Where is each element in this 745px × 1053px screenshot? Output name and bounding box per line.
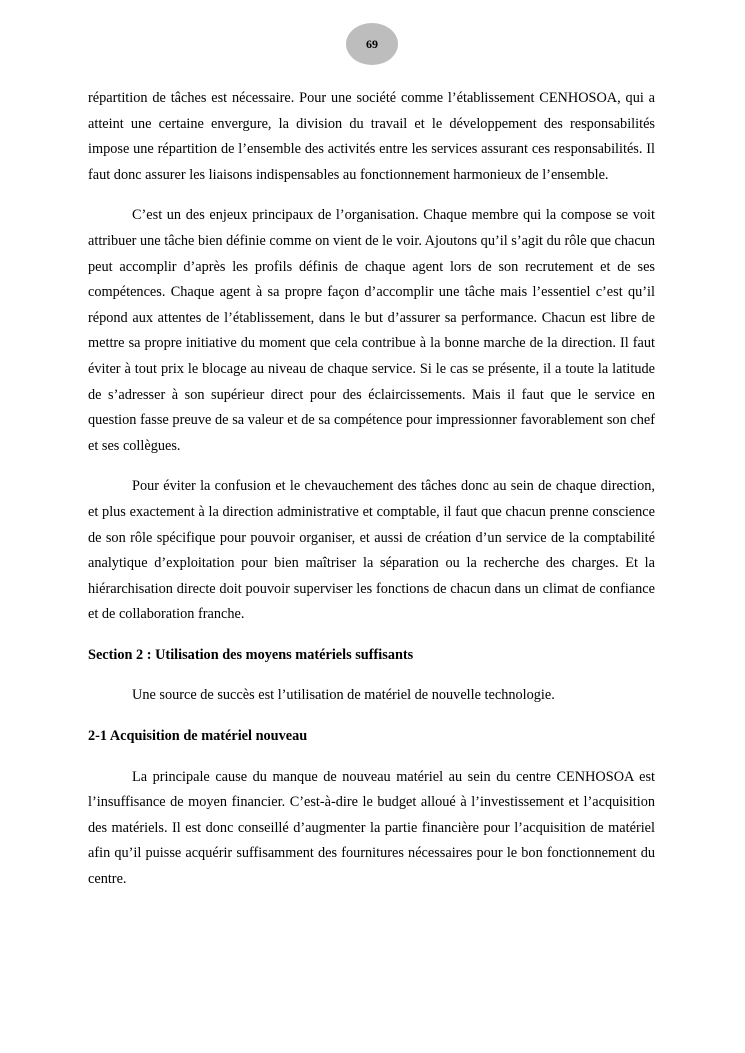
section-2-heading: Section 2 : Utilisation des moyens matériels suffisants (88, 646, 414, 663)
paragraph-1: répartition de tâches est nécessaire. Pour une société comme l’établissement CENHOSOA, qui a atteint une certaine envergure, la division du travail et le développement des responsabilités impose une répartition de l’ensemble des activités entre les services assurant ces responsabilités. Il faut donc assurer les liaisons indispensables au fonctionnement harmonieux de l’ensemble. (88, 90, 655, 183)
paragraph-3: Pour éviter la confusion et le chevauchement des tâches donc au sein de chaque direction, et plus exactement à la direction administrative et comptable, il faut que chacun prenne conscience de son rôle spécifique pour pouvoir organiser, et aussi de création d’un service de la comptabilité analytique d’exploitation pour bien maîtriser la séparation ou la recherche des charges. Et la hiérarchisation directe doit pouvoir superviser les fonctions de chacun dans un climat de confiance et de collaboration franche. (88, 478, 655, 623)
paragraph-2: C’est un des enjeux principaux de l’organisation. Chaque membre qui la compose se voit attribuer une tâche bien définie comme on vient de le voir. Ajoutons qu’il s’agit du rôle que chacun peut accomplir d’après les profils définis de chaque agent lors de son recrutement et de ses compétences. Chaque agent à sa propre façon d’accomplir une tâche mais l’essentiel c’est qu’il répond aux attentes de l’établissement, dans le but d’assurer sa performance. Chacun est libre de mettre sa propre initiative du moment que cela contribue à la bonne marche de la direction. Il faut éviter à tout prix le blocage au niveau de chaque service. Si le cas se présente, il a toute la latitude de s’adresser à son supérieur direct pour des éclaircissements. Mais il faut que le service en question fasse preuve de sa valeur et de sa compétence pour impressionner favorablement son chef et ses collègues. (88, 207, 655, 454)
page-number: 69 (366, 36, 378, 51)
paragraph-5: La principale cause du manque de nouveau matériel au sein du centre CENHOSOA est l’insuffisance de moyen financier. C’est-à-dire le budget alloué à l’investissement et l’acquisition des matériels. Il est donc conseillé d’augmenter la partie financière pour l’acquisition de matériel afin qu’il puisse acquérir suffisamment des fournitures nécessaires pour le bon fonctionnement du centre. (88, 768, 655, 888)
document-body (88, 86, 655, 893)
subsection-2-1-heading: 2-1 Acquisition de matériel nouveau (88, 728, 308, 745)
paragraph-4: Une source de succès est l’utilisation de matériel de nouvelle technologie. (132, 687, 555, 704)
page-number-badge (346, 23, 398, 65)
